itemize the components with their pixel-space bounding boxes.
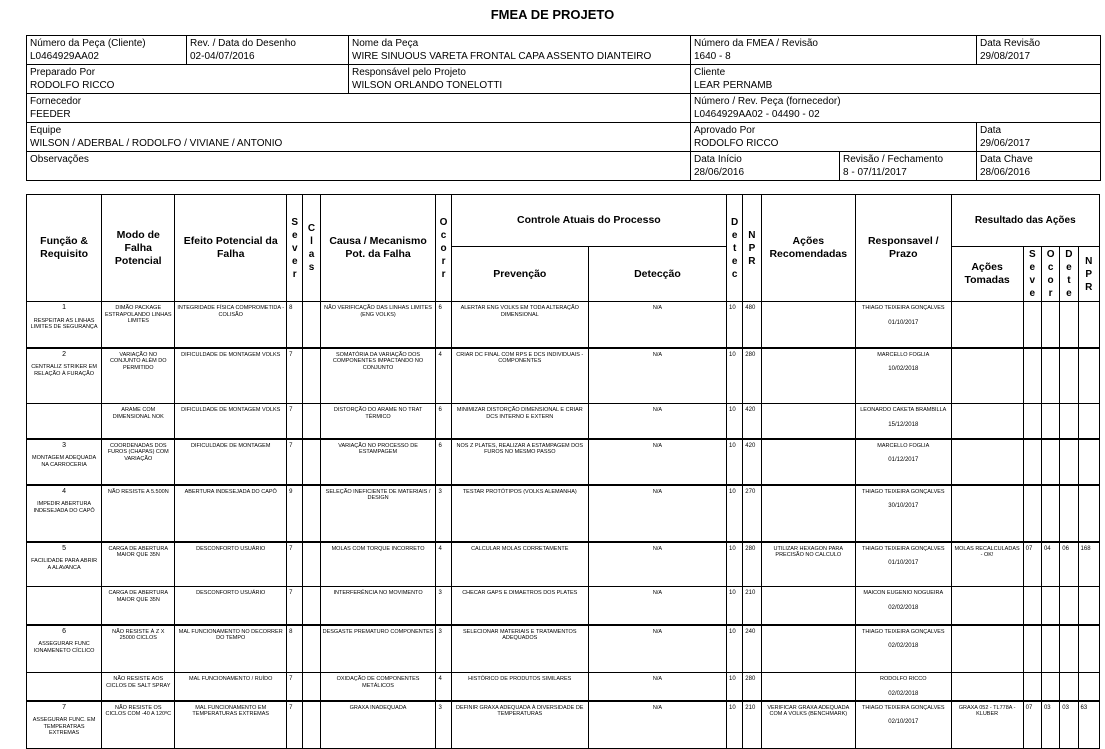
responsible-cell: MARCELLO FOGLIA 10/02/2018 xyxy=(856,348,952,404)
result-npr-cell xyxy=(1078,625,1099,673)
detection-cell: N/A xyxy=(588,587,726,625)
npr-cell: 210 xyxy=(743,701,761,749)
col-occurrence: O c o r r xyxy=(436,195,451,302)
cause-cell: OXIDAÇÃO DE COMPONENTES METÁLICOS xyxy=(320,673,436,701)
prepared-by-cell: Preparado Por RODOLFO RICCO xyxy=(27,65,349,94)
fmea-table xyxy=(26,194,1100,749)
result-npr-cell: 168 xyxy=(1078,542,1099,587)
col-function: Função & Requisito xyxy=(27,195,102,302)
severity-cell: 7 xyxy=(287,439,303,485)
table-row xyxy=(27,348,1100,404)
due-date: 01/10/2017 xyxy=(888,319,919,326)
failure-mode-cell: NÃO RESISTE AOS CICLOS DE SALT SPRAY xyxy=(102,673,175,701)
occurrence-cell: 3 xyxy=(436,485,451,542)
effect-cell: DESCONFORTO USUÁRIO xyxy=(175,542,287,587)
npr-cell: 280 xyxy=(743,673,761,701)
npr-cell: 240 xyxy=(743,625,761,673)
effect-cell: DESCONFORTO USUÁRIO xyxy=(175,587,287,625)
due-date: 01/12/2017 xyxy=(888,457,919,463)
table-row xyxy=(27,625,1100,673)
actions-taken-cell xyxy=(951,439,1023,485)
result-ocor-cell xyxy=(1041,587,1059,625)
detection-rating-cell: 10 xyxy=(727,625,743,673)
detection-rating-cell: 10 xyxy=(727,348,743,404)
severity-cell: 7 xyxy=(287,701,303,749)
function-cell xyxy=(27,404,102,439)
npr-cell: 270 xyxy=(743,485,761,542)
col-severity: S e v e r xyxy=(287,195,303,302)
result-dete-cell xyxy=(1060,625,1078,673)
document-title: FMEA DE PROJETO xyxy=(490,7,615,22)
table-row xyxy=(27,542,1100,587)
detection-rating-cell: 10 xyxy=(727,587,743,625)
result-ocor-cell xyxy=(1041,673,1059,701)
result-dete-cell xyxy=(1060,485,1078,542)
npr-cell: 420 xyxy=(743,404,761,439)
actions-taken-cell xyxy=(951,485,1023,542)
due-date: 02/02/2018 xyxy=(888,604,919,611)
table-row xyxy=(27,485,1100,542)
actions-taken-cell xyxy=(951,625,1023,673)
team-cell: Equipe WILSON / ADERBAL / RODOLFO / VIVIANE / ANTONIO xyxy=(27,123,691,152)
drawing-rev-cell: Rev. / Data do Desenho 02-04/07/2016 xyxy=(187,36,349,65)
severity-cell: 9 xyxy=(287,485,303,542)
failure-mode-cell: ARAME COM DIMENSIONAL NOK xyxy=(102,404,175,439)
detection-rating-cell: 10 xyxy=(727,439,743,485)
col-result-npr: N P R xyxy=(1078,247,1099,302)
result-npr-cell xyxy=(1078,348,1099,404)
revision-date-cell: Data Revisão 29/08/2017 xyxy=(977,36,1101,65)
occurrence-cell: 6 xyxy=(436,404,451,439)
result-ocor-cell: 03 xyxy=(1041,701,1059,749)
detection-cell: N/A xyxy=(588,485,726,542)
table-row xyxy=(27,701,1100,749)
responsible-cell: MAICON EUGENIO NOGUEIRA 02/02/2018 xyxy=(856,587,952,625)
result-sev-cell xyxy=(1023,485,1041,542)
occurrence-cell: 4 xyxy=(436,673,451,701)
actions-taken-cell xyxy=(951,673,1023,701)
result-dete-cell xyxy=(1060,302,1078,348)
detection-cell: N/A xyxy=(588,404,726,439)
detection-cell: N/A xyxy=(588,701,726,749)
result-sev-cell xyxy=(1023,348,1041,404)
responsible-cell: THIAGO TEIXEIRA GONÇALVES 01/10/2017 xyxy=(856,302,952,348)
result-sev-cell xyxy=(1023,404,1041,439)
table-row xyxy=(27,673,1100,701)
detection-rating-cell: 10 xyxy=(727,673,743,701)
detection-rating-cell: 10 xyxy=(727,542,743,587)
recommended-action-cell xyxy=(761,587,855,625)
responsible-cell: RODOLFO RICCO 02/02/2018 xyxy=(856,673,952,701)
table-row xyxy=(27,404,1100,439)
cause-cell: DISTORÇÃO DO ARAME NO TRAT TÉRMICO xyxy=(320,404,436,439)
prevention-cell: ALERTAR ENG VOLKS EM TODA ALTERAÇÃO DIMENSIONAL xyxy=(451,302,588,348)
result-ocor-cell xyxy=(1041,625,1059,673)
prevention-cell: CALCULAR MOLAS CORRETAMENTE xyxy=(451,542,588,587)
effect-cell: DIFICULDADE DE MONTAGEM xyxy=(175,439,287,485)
severity-cell: 7 xyxy=(287,404,303,439)
responsible-cell: THIAGO TEIXEIRA GONÇALVES 01/10/2017 xyxy=(856,542,952,587)
recommended-action-cell xyxy=(761,302,855,348)
prevention-cell: HISTÓRICO DE PRODUTOS SIMILARES xyxy=(451,673,588,701)
header-table xyxy=(26,35,1101,181)
responsible-cell: THIAGO TEIXEIRA GONÇALVES 02/10/2017 xyxy=(856,701,952,749)
function-cell: 4 IMPEDIR ABERTURA INDESEJADA DO CAPÔ xyxy=(27,485,102,542)
due-date: 30/10/2017 xyxy=(888,503,919,509)
recommended-action-cell xyxy=(761,404,855,439)
col-cause: Causa / Mecanismo Pot. da Falha xyxy=(320,195,436,302)
occurrence-cell: 4 xyxy=(436,542,451,587)
severity-cell: 7 xyxy=(287,673,303,701)
result-sev-cell xyxy=(1023,587,1041,625)
result-dete-cell: 06 xyxy=(1060,542,1078,587)
recommended-action-cell: VERIFICAR GRAXA ADEQUADA COM A VOLKS (BENCHMARK) xyxy=(761,701,855,749)
npr-cell: 480 xyxy=(743,302,761,348)
result-ocor-cell xyxy=(1041,485,1059,542)
class-cell xyxy=(303,673,320,701)
detection-cell: N/A xyxy=(588,673,726,701)
prevention-cell: NOS Z PLATES, REALIZAR A ESTAMPAGEM DOS FUROS NO MESMO PASSO xyxy=(451,439,588,485)
client-cell: Cliente LEAR PERNAMB xyxy=(691,65,1101,94)
col-responsible: Responsavel / Prazo xyxy=(856,195,952,302)
recommended-action-cell xyxy=(761,348,855,404)
prevention-cell: SELECIONAR MATERIAIS E TRATAMENTOS ADEQUADOS xyxy=(451,625,588,673)
result-dete-cell xyxy=(1060,404,1078,439)
cause-cell: VARIAÇÃO NO PROCESSO DE ESTAMPAGEM xyxy=(320,439,436,485)
class-cell xyxy=(303,302,320,348)
occurrence-cell: 6 xyxy=(436,302,451,348)
result-npr-cell xyxy=(1078,673,1099,701)
responsible-cell: THIAGO TEIXEIRA GONÇALVES 02/02/2018 xyxy=(856,625,952,673)
result-sev-cell: 07 xyxy=(1023,701,1041,749)
npr-cell: 210 xyxy=(743,587,761,625)
detection-rating-cell: 10 xyxy=(727,701,743,749)
cause-cell: NÃO VERIFICAÇÃO DAS LINHAS LIMITES (ENG VOLKS) xyxy=(320,302,436,348)
detection-cell: N/A xyxy=(588,302,726,348)
effect-cell: MAL FUNCIONAMENTO EM TEMPERATURAS EXTREMAS xyxy=(175,701,287,749)
col-npr: N P R xyxy=(743,195,761,302)
effect-cell: MAL FUNCIONAMENTO NO DECORRER DO TEMPO xyxy=(175,625,287,673)
result-ocor-cell xyxy=(1041,404,1059,439)
result-ocor-cell xyxy=(1041,302,1059,348)
recommended-action-cell xyxy=(761,485,855,542)
detection-rating-cell: 10 xyxy=(727,302,743,348)
col-actions-taken: Ações Tomadas xyxy=(951,247,1023,302)
responsible-cell: MARCELLO FOGLIA 01/12/2017 xyxy=(856,439,952,485)
failure-mode-cell: CARGA DE ABERTURA MAIOR QUE 35N xyxy=(102,542,175,587)
start-revision-cell xyxy=(691,152,977,181)
detection-cell: N/A xyxy=(588,625,726,673)
class-cell xyxy=(303,542,320,587)
col-result-ocor: O c o r xyxy=(1041,247,1059,302)
severity-cell: 7 xyxy=(287,348,303,404)
recommended-action-cell xyxy=(761,625,855,673)
recommended-action-cell: UTILIZAR HEXAGON PARA PRECISÃO NO CALCULO xyxy=(761,542,855,587)
col-detection: Detecção xyxy=(588,247,726,302)
approval-date-cell: Data 29/06/2017 xyxy=(977,123,1101,152)
failure-mode-cell: DIMÃO PACKAGE ESTRAPOLANDO LINHAS LIMITES xyxy=(102,302,175,348)
approved-by-cell: Aprovado Por RODOLFO RICCO xyxy=(691,123,977,152)
class-cell xyxy=(303,404,320,439)
function-cell: 2 CENTRALIZ STRIKER EM RELAÇÃO À FURAÇÃO xyxy=(27,348,102,404)
result-dete-cell xyxy=(1060,673,1078,701)
result-npr-cell xyxy=(1078,587,1099,625)
result-dete-cell xyxy=(1060,348,1078,404)
function-cell: 5 FACILIDADE PARA ABRIR A ALAVANCA xyxy=(27,542,102,587)
severity-cell: 7 xyxy=(287,587,303,625)
col-results: Resultado das Ações xyxy=(951,195,1099,247)
detection-cell: N/A xyxy=(588,439,726,485)
col-detection-rating: D e t e c xyxy=(727,195,743,302)
table-row xyxy=(27,439,1100,485)
prevention-cell: MINIMIZAR DISTORÇÃO DIMENSIONAL E CRIAR DCS INTERNO E EXTERN xyxy=(451,404,588,439)
part-number-cell: Número da Peça (Cliente) L0464929AA02 xyxy=(27,36,187,65)
notes-cell: Observações xyxy=(27,152,691,181)
supplier-cell: Fornecedor FEEDER xyxy=(27,94,691,123)
actions-taken-cell xyxy=(951,348,1023,404)
result-sev-cell xyxy=(1023,625,1041,673)
function-cell xyxy=(27,587,102,625)
col-recommended-actions: Ações Recomendadas xyxy=(761,195,855,302)
failure-mode-cell: NÃO RESISTE À Z X 25000 CICLOS xyxy=(102,625,175,673)
effect-cell: DIFICULDADE DE MONTAGEM VOLKS xyxy=(175,348,287,404)
responsible-cell: LEONARDO CAKETA BRAMBILLA 15/12/2018 xyxy=(856,404,952,439)
function-cell xyxy=(27,673,102,701)
npr-cell: 280 xyxy=(743,542,761,587)
severity-cell: 8 xyxy=(287,625,303,673)
class-cell xyxy=(303,485,320,542)
result-ocor-cell xyxy=(1041,348,1059,404)
result-ocor-cell xyxy=(1041,439,1059,485)
recommended-action-cell xyxy=(761,439,855,485)
function-cell: 6 ASSEGURAR FUNC IONAMENETO CÍCLICO xyxy=(27,625,102,673)
due-date: 15/12/2018 xyxy=(888,421,919,428)
function-cell: 1 RESPEITAR AS LINHAS LIMITES DE SEGURANÇA xyxy=(27,302,102,348)
result-npr-cell xyxy=(1078,485,1099,542)
start-date-value: 28/06/2016 xyxy=(694,167,745,178)
result-sev-cell: 07 xyxy=(1023,542,1041,587)
failure-mode-cell: NÃO RESISTE OS CICLOS COM -40 A 120ºC xyxy=(102,701,175,749)
prevention-cell: TESTAR PROTÓTIPOS (VOLKS ALEMANHA) xyxy=(451,485,588,542)
result-dete-cell: 03 xyxy=(1060,701,1078,749)
function-cell: 7 ASSEGURAR FUNC. EM TEMPERATRAS EXTREMAS xyxy=(27,701,102,749)
part-name-cell: Nome da Peça WIRE SINUOUS VARETA FRONTAL CAPA ASSENTO DIANTEIRO xyxy=(349,36,691,65)
occurrence-cell: 6 xyxy=(436,439,451,485)
failure-mode-cell: NÃO RESISTE A 5.500N xyxy=(102,485,175,542)
cause-cell: GRAXA INADEQUADA xyxy=(320,701,436,749)
failure-mode-cell: COORDENADAS DOS FUROS (CHAPAS) COM VARIAÇÃO xyxy=(102,439,175,485)
actions-taken-cell xyxy=(951,404,1023,439)
occurrence-cell: 3 xyxy=(436,587,451,625)
due-date: 01/10/2017 xyxy=(888,560,919,566)
key-date-cell: Data Chave 28/06/2016 xyxy=(977,152,1101,181)
detection-rating-cell: 10 xyxy=(727,404,743,439)
function-cell: 3 MONTAGEM ADEQUADA NA CARROCERIA xyxy=(27,439,102,485)
revision-close-value: 8 - 07/11/2017 xyxy=(843,167,907,178)
detection-cell: N/A xyxy=(588,348,726,404)
prevention-cell: CHECAR GAPS E DIMAETROS DOS PLATES xyxy=(451,587,588,625)
prevention-cell: DEFINIR GRAXA ADEQUADA À DIVERSIDADE DE TEMPERATURAS xyxy=(451,701,588,749)
supplier-part-cell: Número / Rev. Peça (fornecedor) L0464929AA02 - 04490 - 02 xyxy=(691,94,1101,123)
class-cell xyxy=(303,625,320,673)
occurrence-cell: 3 xyxy=(436,625,451,673)
col-failure-mode: Modo de Falha Potencial xyxy=(102,195,175,302)
result-sev-cell xyxy=(1023,439,1041,485)
npr-cell: 280 xyxy=(743,348,761,404)
fmea-number-cell: Número da FMEA / Revisão 1640 - 8 xyxy=(691,36,977,65)
col-prevention: Prevenção xyxy=(451,247,588,302)
effect-cell: ABERTURA INDESEJADA DO CAPÔ xyxy=(175,485,287,542)
severity-cell: 8 xyxy=(287,302,303,348)
actions-taken-cell xyxy=(951,587,1023,625)
result-sev-cell xyxy=(1023,302,1041,348)
project-responsible-cell: Responsável pelo Projeto WILSON ORLANDO TONELOTTI xyxy=(349,65,691,94)
actions-taken-cell xyxy=(951,302,1023,348)
col-class: C l a s xyxy=(303,195,320,302)
revision-close-label: Revisão / Fechamento xyxy=(843,154,944,165)
class-cell xyxy=(303,587,320,625)
npr-cell: 420 xyxy=(743,439,761,485)
cause-cell: SOMATÓRIA DA VARIAÇÃO DOS COMPONENTES IMPACTANDO NO CONJUNTO xyxy=(320,348,436,404)
cause-cell: DESGASTE PREMATURO COMPONENTES xyxy=(320,625,436,673)
detection-rating-cell: 10 xyxy=(727,485,743,542)
effect-cell: DIFICULDADE DE MONTAGEM VOLKS xyxy=(175,404,287,439)
cause-cell: INTERFERÊNCIA NO MOVIMENTO xyxy=(320,587,436,625)
due-date: 10/02/2018 xyxy=(888,366,919,372)
col-result-sev: S e v e xyxy=(1023,247,1041,302)
result-npr-cell: 63 xyxy=(1078,701,1099,749)
col-result-dete: D e t e xyxy=(1060,247,1078,302)
actions-taken-cell: GRAXA 052 - TL778A - KLUBER xyxy=(951,701,1023,749)
start-date-label: Data Início xyxy=(694,154,742,165)
detection-cell: N/A xyxy=(588,542,726,587)
class-cell xyxy=(303,348,320,404)
effect-cell: MAL FUNCIONAMENTO / RUÍDO xyxy=(175,673,287,701)
occurrence-cell: 4 xyxy=(436,348,451,404)
result-dete-cell xyxy=(1060,587,1078,625)
result-dete-cell xyxy=(1060,439,1078,485)
prevention-cell: CRIAR DC FINAL COM RPS E DCS INDIVIDUAIS - COMPONENTES xyxy=(451,348,588,404)
severity-cell: 7 xyxy=(287,542,303,587)
result-npr-cell xyxy=(1078,404,1099,439)
result-ocor-cell: 04 xyxy=(1041,542,1059,587)
cause-cell: SELEÇÃO INEFICIENTE DE MATERIAIS / DESIGN xyxy=(320,485,436,542)
failure-mode-cell: VARIAÇÃO NO CONJUNTO ALÉM DO PERMITIDO xyxy=(102,348,175,404)
table-row xyxy=(27,302,1100,348)
result-sev-cell xyxy=(1023,673,1041,701)
result-npr-cell xyxy=(1078,439,1099,485)
due-date: 02/02/2018 xyxy=(888,643,919,649)
cause-cell: MOLAS COM TORQUE INCORRETO xyxy=(320,542,436,587)
table-row xyxy=(27,587,1100,625)
effect-cell: INTEGRIDADE FÍSICA COMPROMETIDA - COLISÃO xyxy=(175,302,287,348)
actions-taken-cell: MOLAS RECALCULADAS - OK! xyxy=(951,542,1023,587)
result-npr-cell xyxy=(1078,302,1099,348)
class-cell xyxy=(303,439,320,485)
failure-mode-cell: CARGA DE ABERTURA MAIOR QUE 35N xyxy=(102,587,175,625)
col-controls: Controle Atuais do Processo xyxy=(451,195,726,247)
responsible-cell: THIAGO TEIXEIRA GONÇALVES 30/10/2017 xyxy=(856,485,952,542)
occurrence-cell: 3 xyxy=(436,701,451,749)
col-effect: Efeito Potencial da Falha xyxy=(175,195,287,302)
class-cell xyxy=(303,701,320,749)
due-date: 02/02/2018 xyxy=(888,690,919,697)
recommended-action-cell xyxy=(761,673,855,701)
due-date: 02/10/2017 xyxy=(888,719,919,725)
